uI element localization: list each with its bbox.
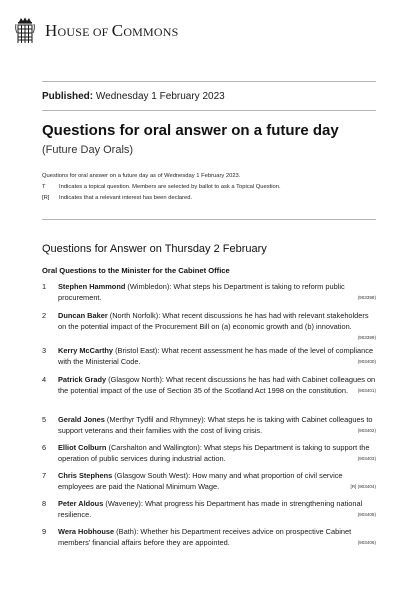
member-name: Stephen Hammond [58,282,126,291]
question-reference: (903405) [357,512,376,517]
page-subtitle: (Future Day Orals) [42,144,134,156]
house-name: HOUSE OF COMMONS [45,21,179,40]
question-item [42,498,376,526]
notes-intro: Questions for oral answer on a future day as of Wednesday 1 February 2023. [42,173,241,179]
question-item [42,345,376,374]
note-item [42,182,376,193]
portcullis-icon [14,17,36,45]
page-header [14,14,179,48]
question-number: 6 [42,443,47,452]
question-item [42,526,376,554]
question-number: 2 [42,311,47,320]
member-constituency: (Merthyr Tydfil and Rhymney): [104,415,208,424]
question-reference: (903401) [357,388,376,393]
published-label: Published: [42,91,94,102]
member-constituency: (Bath): [114,527,141,536]
note-item [42,193,376,204]
note-symbol: T [42,184,46,190]
question-reference: (903406) [357,540,376,545]
member-name: Gerald Jones [58,415,105,424]
member-constituency: (Glasgow South West): [112,471,193,480]
question-number: 3 [42,346,47,355]
question-text: Whether his Department receives advice on prospective Cabinet members' financial affairs before they are appointed. [58,527,352,547]
questions-list [42,281,376,554]
note-symbol: [R] [42,195,50,201]
member-name: Wera Hobhouse [58,527,115,536]
question-item [42,310,376,345]
member-constituency: (Waveney): [103,499,145,508]
note-text: Indicates a topical question. Members are selected by ballot to ask a Topical Question. [59,184,281,190]
question-number: 7 [42,471,47,480]
member-constituency: (Bristol East): [113,346,162,355]
question-text: How many and what proportion of civil service employees are paid the National Minimum Wage. [58,471,343,491]
subsection-heading: Oral Questions to the Minister for the Cabinet Office [42,266,230,275]
question-reference: (903400) [357,359,376,364]
question-text: What recent discussions he has had with Cabinet colleagues on the potential impact of the use of Section 35 of the Scotland Act 1998 on the constitution. [58,375,376,395]
member-name: Chris Stephens [58,471,113,480]
question-text: What progress his Department has made in strengthening national resilience. [58,499,363,519]
question-item [42,374,376,414]
question-number: 4 [42,375,47,384]
question-text: What steps his Department is taking to support the operation of public services during industrial action. [58,443,370,463]
question-reference: (903402) [357,428,376,433]
question-reference: (903398) [357,295,376,300]
published-line [42,91,225,102]
question-item [42,281,376,310]
divider [42,219,376,220]
question-item [42,470,376,498]
member-name: Elliot Colburn [58,443,107,452]
question-reference: (903403) [357,456,376,461]
question-text: What recent discussions he has had with relevant stakeholders on the potential impact of the Procurement Bill on (a) economic growth and (b) innovation. [58,311,369,331]
member-constituency: (North Norfolk): [107,311,163,320]
section-heading: Questions for Answer on Thursday 2 February [42,243,267,255]
question-item [42,442,376,470]
question-reference: [R] (903404) [350,484,376,489]
member-name: Patrick Grady [58,375,107,384]
question-number: 8 [42,499,47,508]
notes-block [42,171,376,204]
member-name: Kerry McCarthy [58,346,114,355]
question-text: What recent assessment he has made of the level of compliance with the Ministerial Code. [58,346,374,366]
member-constituency: (Glasgow North): [106,375,167,384]
question-number: 1 [42,282,47,291]
question-text: What steps his Department is taking to reform public procurement. [58,282,345,302]
question-number: 5 [42,415,47,424]
divider [42,110,376,111]
member-name: Peter Aldous [58,499,104,508]
question-text: What steps he is taking with Cabinet colleagues to support veterans and their families with the cost of living crisis. [58,415,373,435]
note-text: Indicates that a relevant interest has been declared. [59,195,193,201]
published-date: Wednesday 1 February 2023 [95,91,225,102]
member-constituency: (Carshalton and Wallington): [106,443,204,452]
member-name: Duncan Baker [58,311,108,320]
page-title: Questions for oral answer on a future day [42,122,339,139]
question-item [42,414,376,442]
member-constituency: (Wimbledon): [125,282,174,291]
question-number: 9 [42,527,47,536]
divider [42,81,376,82]
question-reference: (903399) [357,335,376,340]
